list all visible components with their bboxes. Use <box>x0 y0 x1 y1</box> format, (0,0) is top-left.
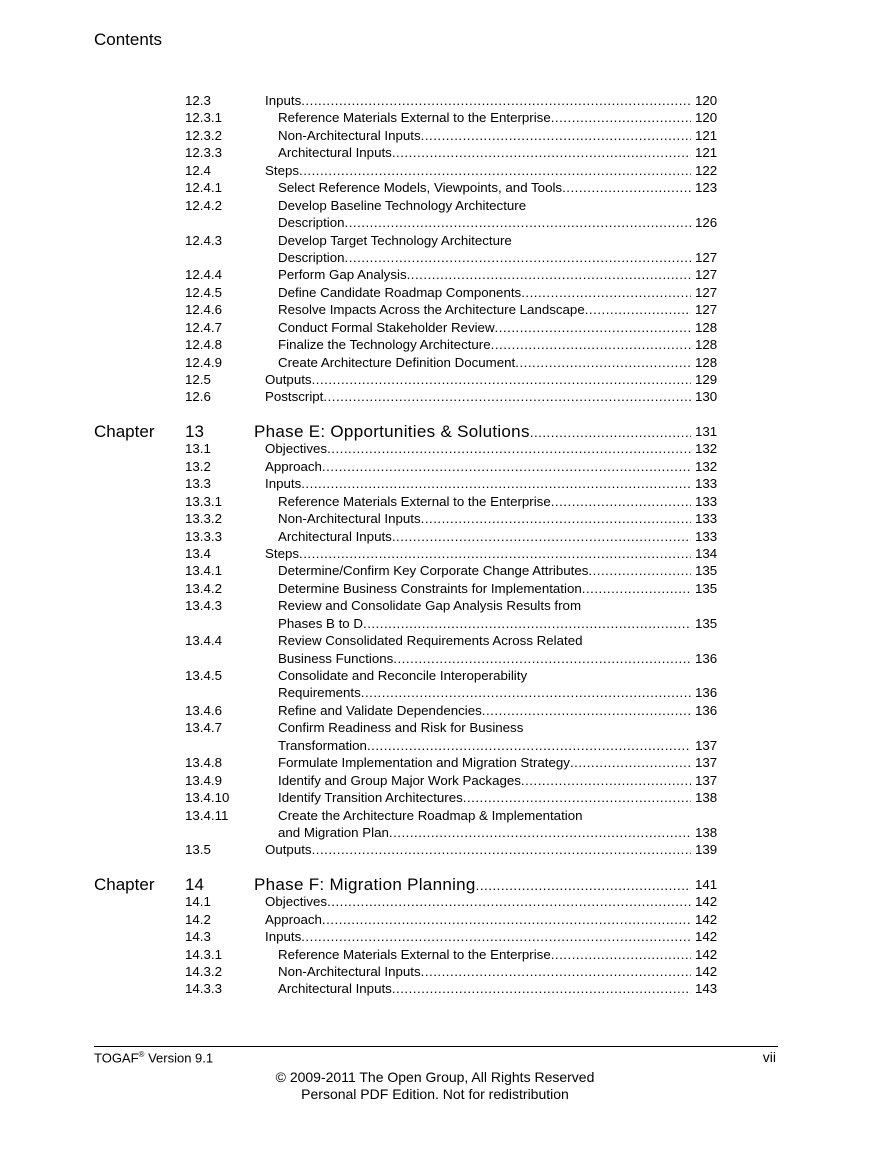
entry-title-line <box>265 458 691 475</box>
entry-title: Select Reference Models, Viewpoints, and Tools <box>278 180 563 196</box>
entry-number: 13.4 <box>185 545 211 561</box>
dot-leader <box>392 980 691 997</box>
entry-page-number: 122 <box>695 162 718 178</box>
entry-title: Define Candidate Roadmap Components <box>278 284 522 300</box>
entry-page-number: 132 <box>695 458 718 474</box>
toc-entry[interactable] <box>0 266 893 283</box>
footer-divider <box>94 1046 778 1047</box>
toc-entry[interactable] <box>0 127 893 144</box>
entry-number: 14.3.2 <box>185 964 222 979</box>
entry-title: Determine Business Constraints for Implementation <box>278 580 582 596</box>
toc-entry[interactable] <box>0 684 893 701</box>
entry-number: 14.2 <box>185 911 211 927</box>
entry-title-line <box>278 510 691 527</box>
entry-title-line <box>265 911 691 928</box>
entry-title-line <box>278 772 691 789</box>
entry-title: Description <box>278 249 345 265</box>
entry-title: Objectives <box>265 441 328 457</box>
entry-title: Non-Architectural Inputs <box>278 964 421 979</box>
chapter-label: Chapter <box>94 874 155 894</box>
registered-mark: ® <box>138 1050 145 1059</box>
entry-page-number: 128 <box>695 337 718 353</box>
toc-entry[interactable] <box>0 615 893 632</box>
entry-title-line <box>265 440 691 457</box>
dot-leader <box>345 214 691 231</box>
entry-page-number: 138 <box>695 824 718 840</box>
dot-leader <box>322 458 691 475</box>
entry-title-line <box>278 667 691 684</box>
entry-title: Refine and Validate Dependencies <box>278 702 482 718</box>
toc-entry[interactable] <box>0 928 893 945</box>
entry-title-line <box>278 946 691 963</box>
entry-number: 14.3 <box>185 929 211 945</box>
entry-page-number: 127 <box>695 249 718 265</box>
entry-title-line <box>278 127 691 144</box>
toc-entry[interactable] <box>0 719 893 736</box>
chapter-page-number: 131 <box>695 423 718 439</box>
toc-entry[interactable] <box>0 946 893 963</box>
dot-leader <box>570 754 691 771</box>
entry-title: Reference Materials External to the Enterprise <box>278 110 551 126</box>
toc-entry[interactable] <box>0 841 893 858</box>
dot-leader <box>361 684 691 701</box>
entry-title-line <box>278 301 691 318</box>
toc-entry[interactable] <box>0 162 893 179</box>
footer-version-text: Version 9.1 <box>144 1050 214 1066</box>
dot-leader <box>495 319 691 336</box>
entry-page-number: 129 <box>695 372 718 387</box>
dot-leader <box>312 371 691 388</box>
entry-title-line <box>278 754 691 771</box>
entry-title: Review and Consolidate Gap Analysis Results from <box>278 598 582 614</box>
toc-entry[interactable] <box>0 528 893 545</box>
entry-title: Create the Architecture Roadmap & Implementation <box>278 807 583 823</box>
entry-title: Outputs <box>265 842 312 858</box>
toc-entry[interactable] <box>0 92 893 109</box>
toc-entry[interactable] <box>0 144 893 161</box>
entry-number: 12.3.1 <box>185 110 222 126</box>
entry-title: Reference Materials External to the Enterprise <box>278 493 551 509</box>
entry-title-line <box>278 650 691 667</box>
entry-page-number: 142 <box>695 946 718 962</box>
dot-leader <box>301 92 691 109</box>
entry-title: Reference Materials External to the Enterprise <box>278 946 551 962</box>
entry-title-line <box>278 319 691 336</box>
dot-leader <box>463 789 691 806</box>
entry-number: 13.4.3 <box>185 598 222 614</box>
entry-number: 12.4 <box>185 162 211 178</box>
entry-page-number: 133 <box>695 511 718 527</box>
entry-title: and Migration Plan <box>278 824 389 840</box>
entry-page-number: 127 <box>695 284 718 300</box>
dot-leader <box>323 388 691 405</box>
entry-title: Develop Target Technology Architecture <box>278 232 512 248</box>
entry-number: 12.6 <box>185 389 211 405</box>
toc-entry[interactable] <box>0 284 893 301</box>
dot-leader <box>551 946 691 963</box>
entry-title: Outputs <box>265 372 312 387</box>
entry-title-line <box>278 963 691 980</box>
entry-title-line <box>278 144 691 161</box>
entry-number: 13.4.10 <box>185 790 230 806</box>
entry-title: Review Consolidated Requirements Across Related <box>278 633 583 649</box>
entry-title: Identify Transition Architectures <box>278 790 463 806</box>
toc-entry[interactable] <box>0 109 893 126</box>
toc-entry[interactable] <box>0 319 893 336</box>
dot-leader <box>312 841 691 858</box>
toc-entry[interactable] <box>0 580 893 597</box>
entry-title: Confirm Readiness and Risk for Business <box>278 720 524 736</box>
entry-number: 12.5 <box>185 372 211 387</box>
entry-title: Create Architecture Definition Document <box>278 354 516 370</box>
entry-title: Architectural Inputs <box>278 528 392 544</box>
toc-entry[interactable] <box>0 824 893 841</box>
entry-number: 13.4.2 <box>185 580 222 596</box>
toc-entry[interactable] <box>0 911 893 928</box>
entry-title-line <box>265 928 691 945</box>
dot-leader <box>327 440 691 457</box>
dot-leader <box>301 928 691 945</box>
dot-leader <box>322 911 691 928</box>
toc-entry[interactable] <box>0 232 893 249</box>
entry-title: Steps <box>265 162 300 178</box>
dot-leader <box>421 510 691 527</box>
entry-title: Non-Architectural Inputs <box>278 511 421 527</box>
chapter-number: 14 <box>185 874 204 894</box>
entry-title-line <box>265 545 691 562</box>
entry-page-number: 132 <box>695 441 718 457</box>
footer-edition: Personal PDF Edition. Not for redistribution <box>301 1086 569 1102</box>
entry-title: Architectural Inputs <box>278 981 392 997</box>
entry-title: Transformation <box>278 737 367 753</box>
dot-leader <box>482 702 691 719</box>
entry-title-line <box>265 371 691 388</box>
entry-title-line <box>265 841 691 858</box>
entry-number: 12.4.2 <box>185 197 222 213</box>
entry-title-line <box>278 980 691 997</box>
dot-leader <box>562 179 691 196</box>
dot-leader <box>582 580 691 597</box>
toc-entry[interactable] <box>0 754 893 771</box>
dot-leader <box>301 475 691 492</box>
dot-leader <box>521 772 691 789</box>
toc-entry[interactable] <box>0 632 893 649</box>
entry-title: Objectives <box>265 894 328 910</box>
entry-number: 13.3.1 <box>185 493 222 509</box>
dot-leader <box>521 284 691 301</box>
footer-product: TOGAF <box>94 1050 139 1066</box>
entry-page-number: 134 <box>695 545 718 561</box>
entry-page-number: 121 <box>695 127 718 143</box>
entry-page-number: 139 <box>695 842 718 858</box>
entry-page-number: 130 <box>695 389 718 405</box>
entry-number: 12.4.3 <box>185 232 222 248</box>
entry-title: Steps <box>265 545 300 561</box>
dot-leader <box>476 877 691 894</box>
dot-leader <box>393 650 691 667</box>
entry-title: Description <box>278 215 345 231</box>
toc-entry[interactable] <box>0 493 893 510</box>
toc-entry[interactable] <box>0 545 893 562</box>
toc-entry[interactable] <box>0 789 893 806</box>
entry-page-number: 120 <box>695 110 718 126</box>
dot-leader <box>551 493 691 510</box>
entry-number: 14.1 <box>185 894 211 910</box>
entry-number: 13.4.8 <box>185 755 222 771</box>
entry-page-number: 126 <box>695 215 718 231</box>
entry-page-number: 136 <box>695 685 718 701</box>
entry-title-line <box>278 807 691 824</box>
toc-entry[interactable] <box>0 179 893 196</box>
entry-page-number: 133 <box>695 528 718 544</box>
entry-number: 13.4.9 <box>185 772 222 788</box>
toc-entry[interactable] <box>0 388 893 405</box>
toc-entry[interactable] <box>0 371 893 388</box>
dot-leader <box>421 963 691 980</box>
entry-title-line <box>278 580 691 597</box>
entry-number: 13.2 <box>185 458 211 474</box>
toc-entry[interactable] <box>0 893 893 910</box>
entry-title-line <box>265 162 691 179</box>
entry-title-line <box>278 284 691 301</box>
entry-page-number: 137 <box>695 737 718 753</box>
entry-title-line <box>278 615 691 632</box>
table-of-contents <box>0 92 893 998</box>
entry-number: 13.1 <box>185 441 211 457</box>
entry-title-line <box>278 214 691 231</box>
toc-entry[interactable] <box>0 301 893 318</box>
toc-entry[interactable] <box>0 354 893 371</box>
entry-title: Identify and Group Major Work Packages <box>278 772 521 788</box>
entry-number: 13.3.3 <box>185 528 222 544</box>
dot-leader <box>515 354 691 371</box>
entry-number: 12.4.7 <box>185 319 222 335</box>
dot-leader <box>327 893 691 910</box>
dot-leader <box>299 545 691 562</box>
dot-leader <box>299 162 691 179</box>
entry-page-number: 142 <box>695 911 718 927</box>
chapter-heading[interactable] <box>0 876 893 893</box>
entry-number: 12.4.1 <box>185 180 222 196</box>
entry-number: 12.4.5 <box>185 284 222 300</box>
entry-number: 12.4.6 <box>185 302 222 318</box>
entry-title: Develop Baseline Technology Architecture <box>278 197 527 213</box>
entry-number: 12.4.8 <box>185 337 222 353</box>
entry-page-number: 143 <box>695 981 718 997</box>
entry-number: 13.5 <box>185 842 211 858</box>
entry-number: 13.4.4 <box>185 633 222 649</box>
entry-title-line <box>278 562 691 579</box>
dot-leader <box>363 615 691 632</box>
entry-number: 13.3 <box>185 476 211 492</box>
entry-title: Inputs <box>265 93 302 108</box>
chapter-page-number: 141 <box>695 876 718 892</box>
dot-leader <box>588 562 691 579</box>
toc-entry[interactable] <box>0 214 893 231</box>
entry-page-number: 136 <box>695 702 718 718</box>
entry-title: Approach <box>265 458 322 474</box>
entry-title-line <box>278 737 691 754</box>
entry-title-line <box>265 92 691 109</box>
toc-entry[interactable] <box>0 197 893 214</box>
entry-title: Business Functions <box>278 650 394 666</box>
entry-title: Formulate Implementation and Migration Strategy <box>278 755 570 771</box>
toc-entry[interactable] <box>0 475 893 492</box>
entry-title-line <box>278 528 691 545</box>
entry-number: 14.3.1 <box>185 946 222 962</box>
entry-page-number: 128 <box>695 354 718 370</box>
entry-title: Non-Architectural Inputs <box>278 127 421 143</box>
entry-title: Conduct Formal Stakeholder Review <box>278 319 495 335</box>
entry-number: 13.4.5 <box>185 668 222 683</box>
toc-entry[interactable] <box>0 737 893 754</box>
entry-title-line <box>278 336 691 353</box>
toc-entry[interactable] <box>0 440 893 457</box>
entry-title: Requirements <box>278 685 361 701</box>
dot-leader <box>392 528 691 545</box>
entry-title: Determine/Confirm Key Corporate Change Attributes <box>278 563 589 579</box>
footer-copyright: © 2009-2011 The Open Group, All Rights Reserved <box>275 1069 595 1085</box>
entry-title-line <box>265 475 691 492</box>
toc-entry[interactable] <box>0 963 893 980</box>
toc-entry[interactable] <box>0 336 893 353</box>
entry-title-line <box>278 197 691 214</box>
entry-page-number: 127 <box>695 267 718 283</box>
toc-entry[interactable] <box>0 807 893 824</box>
entry-number: 12.4.4 <box>185 267 222 283</box>
toc-entry[interactable] <box>0 980 893 997</box>
toc-entry[interactable] <box>0 249 893 266</box>
entry-number: 13.4.7 <box>185 720 222 736</box>
footer-page-number: vii <box>762 1049 776 1065</box>
entry-number: 12.3 <box>185 93 211 108</box>
entry-title-line <box>278 493 691 510</box>
entry-page-number: 138 <box>695 790 718 806</box>
entry-number: 13.3.2 <box>185 511 222 527</box>
dot-leader <box>392 144 691 161</box>
entry-page-number: 142 <box>695 929 718 945</box>
entry-number: 12.4.9 <box>185 354 222 370</box>
toc-entry[interactable] <box>0 510 893 527</box>
entry-title-line <box>278 597 691 614</box>
toc-entry[interactable] <box>0 772 893 789</box>
dot-leader <box>491 336 691 353</box>
chapter-label: Chapter <box>94 421 155 441</box>
entry-title-line <box>278 249 691 266</box>
entry-page-number: 127 <box>695 302 718 318</box>
entry-title: Approach <box>265 911 322 927</box>
entry-title-line <box>278 824 691 841</box>
entry-page-number: 123 <box>695 180 718 196</box>
page-header-title: Contents <box>94 30 163 49</box>
entry-page-number: 142 <box>695 964 718 979</box>
dot-leader <box>407 266 691 283</box>
dot-leader <box>367 737 691 754</box>
entry-title-line <box>278 354 691 371</box>
entry-number: 12.3.3 <box>185 145 222 161</box>
entry-title: Resolve Impacts Across the Architecture Landscape <box>278 302 585 318</box>
toc-entry[interactable] <box>0 597 893 614</box>
dot-leader <box>421 127 691 144</box>
entry-page-number: 121 <box>695 145 718 161</box>
dot-leader <box>345 249 691 266</box>
entry-title: Postscript <box>265 389 324 405</box>
entry-title-line <box>265 893 691 910</box>
chapter-heading[interactable] <box>0 423 893 440</box>
entry-title-line <box>278 789 691 806</box>
entry-page-number: 133 <box>695 493 718 509</box>
entry-number: 14.3.3 <box>185 981 222 997</box>
entry-title-line <box>278 109 691 126</box>
entry-page-number: 137 <box>695 772 718 788</box>
entry-title: Consolidate and Reconcile Interoperability <box>278 668 528 683</box>
dot-leader <box>389 824 691 841</box>
dot-leader <box>551 109 691 126</box>
entry-page-number: 137 <box>695 755 718 771</box>
entry-title-line <box>278 266 691 283</box>
entry-page-number: 128 <box>695 319 718 335</box>
chapter-title-line <box>254 876 691 894</box>
entry-title-line <box>278 632 691 649</box>
entry-number: 13.4.11 <box>185 807 229 823</box>
entry-title-line <box>278 702 691 719</box>
toc-entry[interactable] <box>0 562 893 579</box>
entry-number: 12.3.2 <box>185 127 222 143</box>
dot-leader <box>585 301 691 318</box>
entry-title: Inputs <box>265 929 302 945</box>
entry-title-line <box>278 232 691 249</box>
chapter-title: Phase E: Opportunities & Solutions <box>254 422 530 441</box>
toc-entry[interactable] <box>0 458 893 475</box>
toc-entry[interactable] <box>0 650 893 667</box>
entry-page-number: 142 <box>695 894 718 910</box>
entry-title: Inputs <box>265 476 302 492</box>
entry-title: Finalize the Technology Architecture <box>278 337 491 353</box>
entry-title-line <box>278 719 691 736</box>
entry-page-number: 135 <box>695 563 718 579</box>
dot-leader <box>530 424 691 441</box>
chapter-title: Phase F: Migration Planning <box>254 875 476 894</box>
chapter-title-line <box>254 423 691 441</box>
entry-title-line <box>278 684 691 701</box>
entry-title-line <box>278 179 691 196</box>
entry-title-line <box>265 388 691 405</box>
entry-number: 13.4.6 <box>185 702 222 718</box>
entry-title: Architectural Inputs <box>278 145 392 161</box>
chapter-number: 13 <box>185 421 204 441</box>
entry-page-number: 136 <box>695 650 718 666</box>
entry-title: Perform Gap Analysis <box>278 267 407 283</box>
entry-page-number: 133 <box>695 476 718 492</box>
toc-entry[interactable] <box>0 667 893 684</box>
toc-entry[interactable] <box>0 702 893 719</box>
footer-version <box>94 1050 213 1065</box>
entry-page-number: 120 <box>695 93 718 108</box>
entry-number: 13.4.1 <box>185 563 222 579</box>
entry-page-number: 135 <box>695 615 718 631</box>
entry-title: Phases B to D <box>278 615 363 631</box>
entry-page-number: 135 <box>695 580 718 596</box>
